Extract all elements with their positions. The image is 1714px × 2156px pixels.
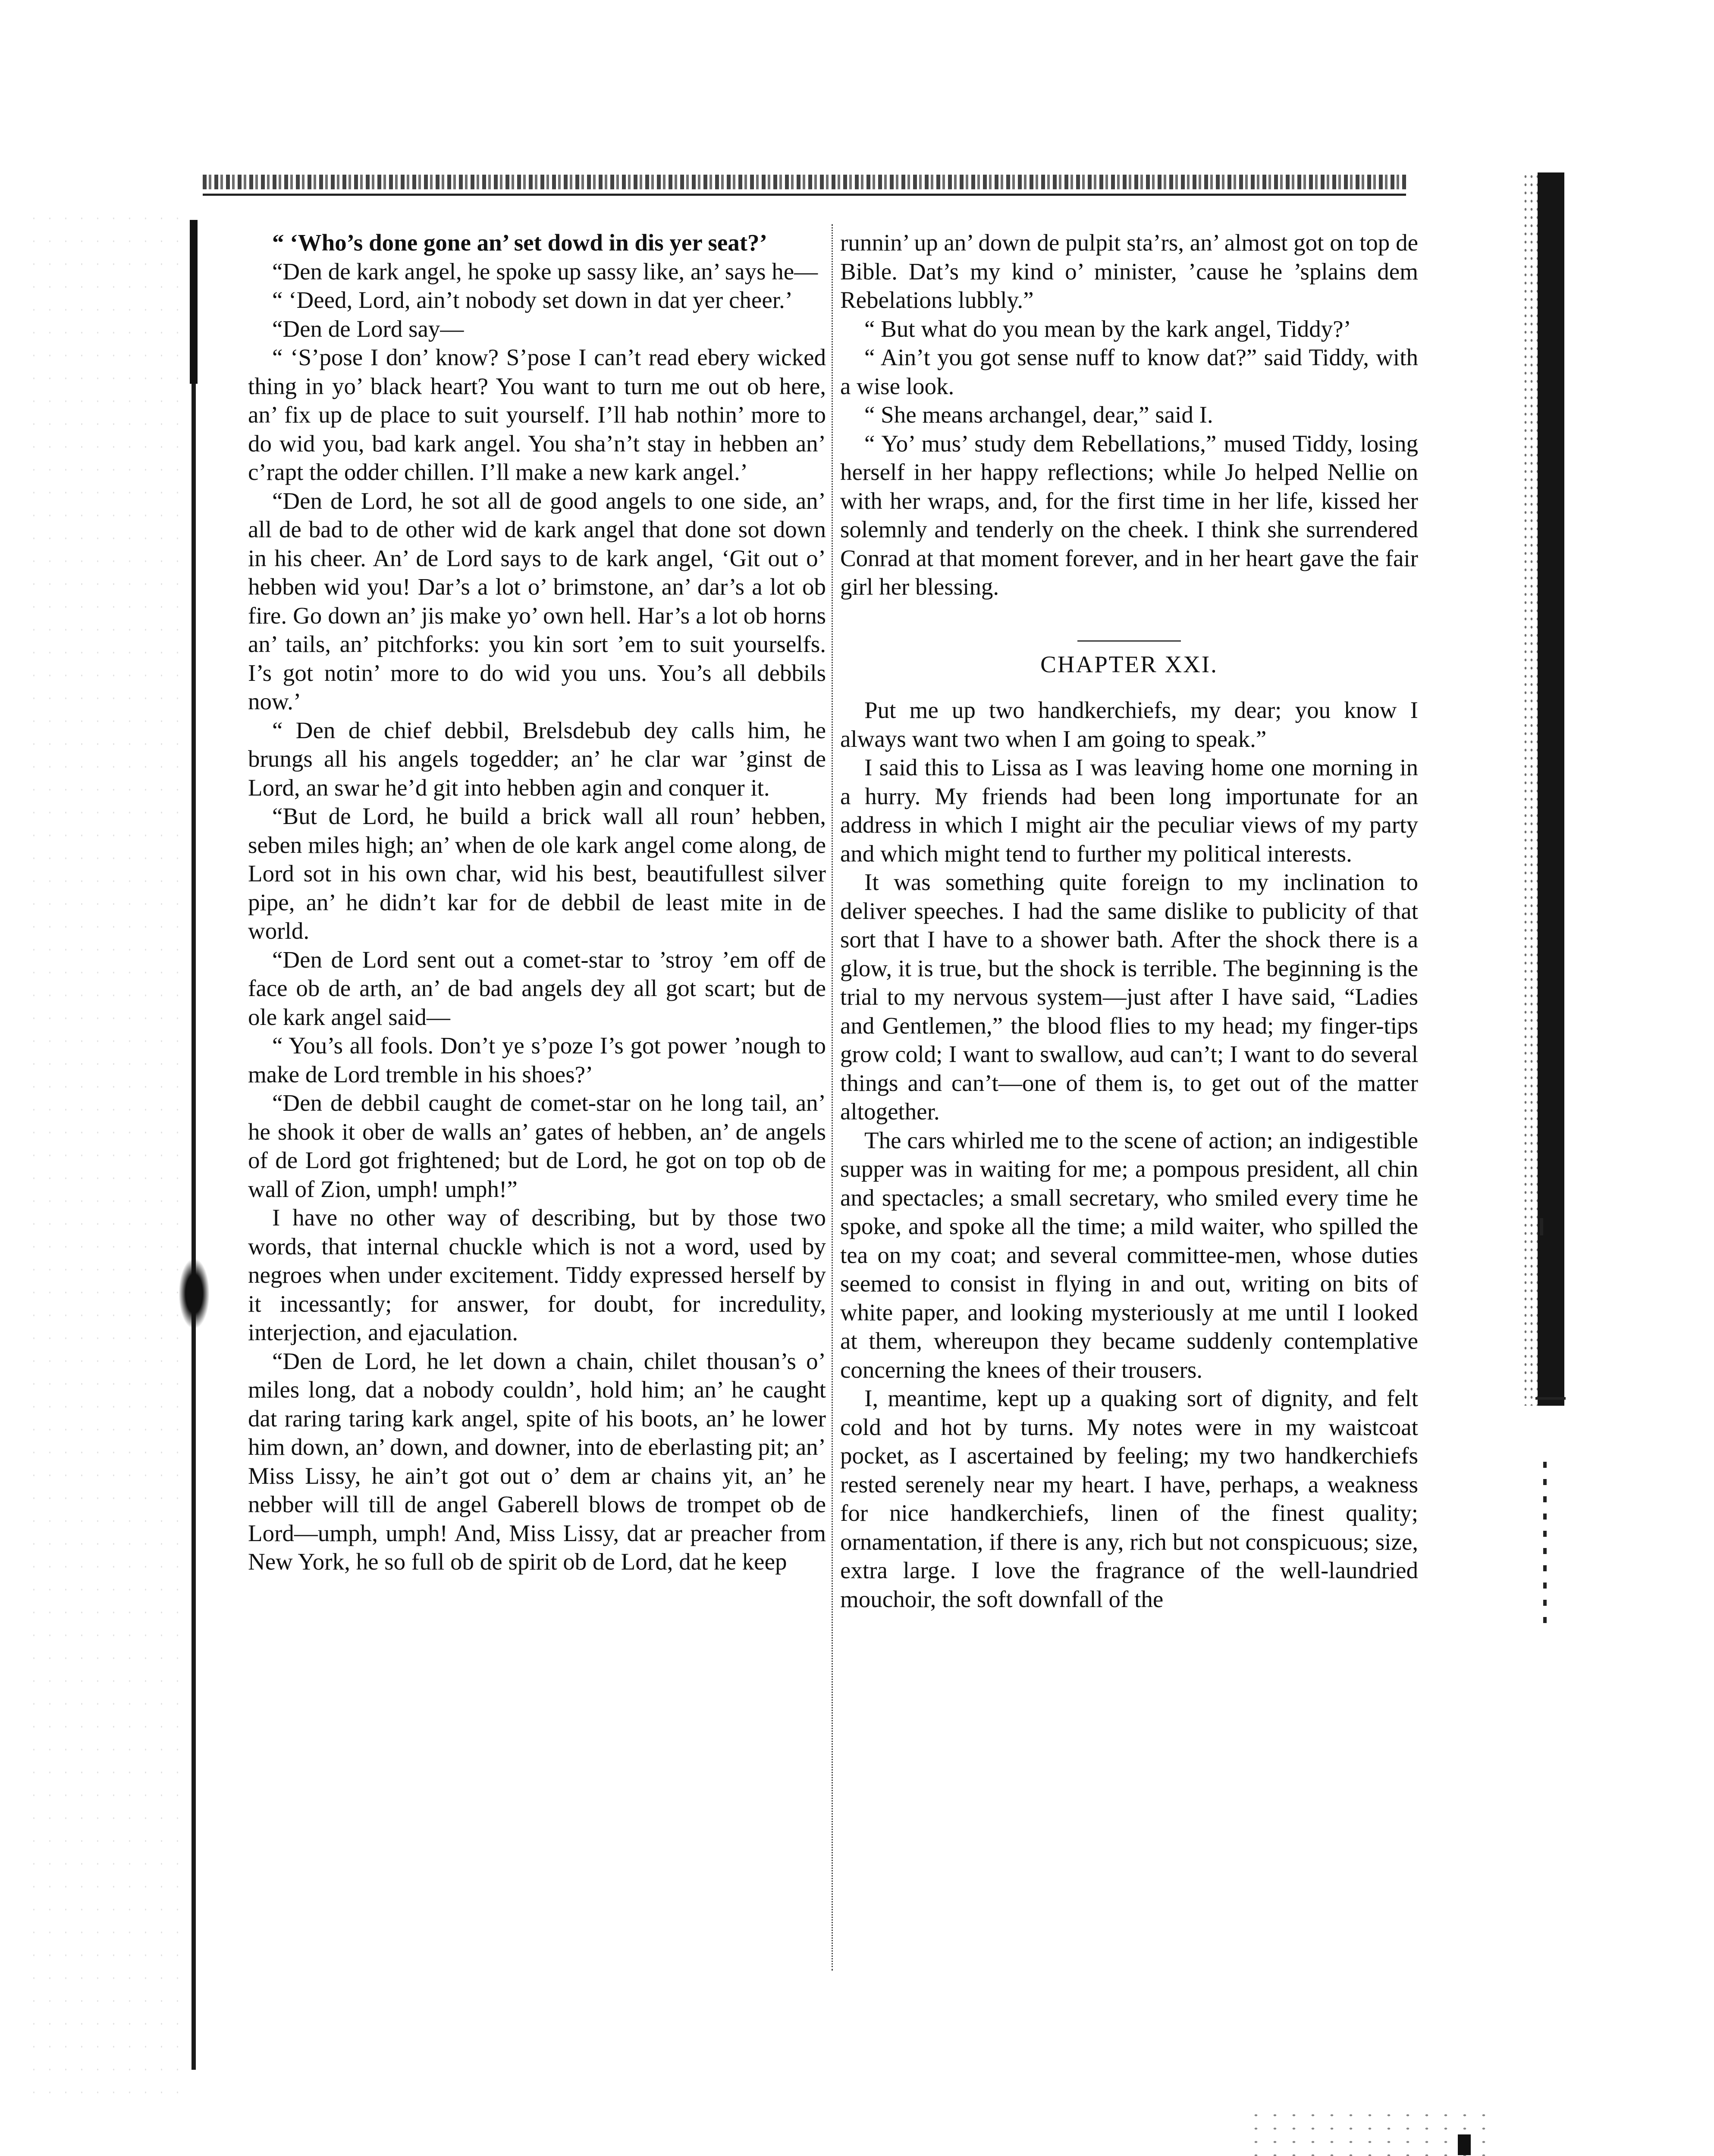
paragraph: “ Yo’ mus’ study dem Rebellations,” mused Tiddy, losing herself in her happy reflections; while Jo helped Nellie on with her wraps, and, for the first time in her life, kissed her solemnly and tenderly on the cheek. I think she surrendered Conrad at that moment forever, and in her heart gave the fair girl her blessing. xyxy=(840,430,1418,600)
rule-line xyxy=(203,194,1406,196)
paragraph: “Den de Lord say— xyxy=(272,315,464,342)
column-divider xyxy=(832,224,833,1971)
bottom-mark xyxy=(1458,2134,1471,2155)
paragraph: runnin’ up an’ down de pulpit sta’rs, an’ almost got on top de Bible. Dat’s my kind o’ minister, ’cause he ’splains dem Rebelations lubbly.” xyxy=(840,229,1418,313)
chapter-rule xyxy=(1077,640,1181,642)
right-edge-dash xyxy=(1535,1397,1566,1400)
paragraph: “ ‘Who’s done gone an’ set dowd in dis yer seat?’ xyxy=(272,229,767,256)
top-decorative-rule xyxy=(203,170,1406,201)
paragraph: “ ‘Deed, Lord, ain’t nobody set down in dat yer cheer.’ xyxy=(272,287,793,313)
paragraph: “Den de Lord, he sot all de good angels to one side, an’ all de bad to de other wid de kark angel that done sot down in his cheer. An’ de Lord says to de kark angel, ‘Git out o’ hebben wid you! Dar’s a lot o’ brimstone, an’ dar’s a lot ob fire. Go down an’ jis make yo’ own hell. Har’s a lot ob horns an’ tails, an’ pitchforks: you kin sort ’em to suit yourselfs. I’s got notin’ more to do wid you uns. You’s all debbils now.’ xyxy=(248,487,826,714)
left-binding-bar-top xyxy=(190,220,198,384)
paragraph: I have no other way of describing, but by those two words, that internal chuckle which is not a word, used by negroes when under excitement. Tiddy expressed herself by it incessantly; for answer, for doubt, for incredulity, interjection, and ejaculation. xyxy=(248,1204,826,1345)
paragraph: “ Ain’t you got sense nuff to know dat?” said Tiddy, with a wise look. xyxy=(840,344,1418,399)
paragraph: “ Den de chief debbil, Brelsdebub dey calls him, he brungs all his angels togedder; an’ he clar war ’ginst de Lord, an swar he’d git into hebben agin and conquer it. xyxy=(248,717,826,801)
left-column xyxy=(248,229,826,1576)
paragraph: “Den de Lord sent out a comet-star to ’stroy ’em off de face ob de arth, an’ de bad angels dey all got scart; but de ole kark angel said— xyxy=(248,946,826,1030)
right-edge-mark xyxy=(1540,1218,1543,1235)
paragraph: I, meantime, kept up a quaking sort of dignity, and felt cold and hot by turns. My notes were in my waistcoat pocket, as I ascertained by feeling; my two handkerchiefs rested serenely near my heart. I have, perhaps, a weakness for nice handkerchiefs, linen of the finest quality; ornamentation, if there is any, rich but not conspicuous; size, extra large. I love the fragrance of the well-laundried mouchoir, the soft downfall of the xyxy=(840,1385,1418,1612)
binding-ornament xyxy=(179,1259,209,1328)
paragraph: Put me up two handkerchiefs, my dear; you know I always want two when I am going to speak.” xyxy=(840,697,1418,752)
bottom-speckle xyxy=(1246,2109,1488,2156)
paragraph: “ You’s all fools. Don’t ye s’poze I’s got power ’nough to make de Lord tremble in his shoes?’ xyxy=(248,1032,826,1087)
rule-ornament-band xyxy=(203,175,1406,189)
paragraph: “But de Lord, he build a brick wall all roun’ hebben, seben miles high; an’ when de ole kark angel come along, de Lord sot in his own char, wid his best, beautifullest silver pipe, an’ he didn’t kar for de debbil de least mite in de world. xyxy=(248,803,826,944)
paragraph: “ She means archangel, dear,” said I. xyxy=(864,401,1213,428)
chapter-title: CHAPTER XXI. xyxy=(1040,651,1218,677)
paragraph: “ ‘S’pose I don’ know? S’pose I can’t read ebery wicked thing in yo’ black heart? You want to turn me out ob here, an’ fix up de place to suit yourself. I’ll hab nothin’ more to do wid you, bad kark angel. You sha’n’t stay in hebben an’ c’rapt the odder chillen. I’ll make a new kark angel.’ xyxy=(248,344,826,485)
paragraph: It was something quite foreign to my inclination to deliver speeches. I had the same dislike to publicity of that sort that I have to a shower bath. After the shock there is a glow, it is true, but the shock is terrible. The beginning is the trial to my nervous system—just after I have said, “Ladies and Gentlemen,” the blood flies to my head; my finger-tips grow cold; I want to swallow, aud can’t; I want to do several things and can’t—one of them is, to get out of the matter altogether. xyxy=(840,869,1418,1125)
paragraph: “Den de debbil caught de comet-star on he long tail, an’ he shook it ober de walls an’ gates of hebben, an’ de angels of de Lord got frightened; but de Lord, he got on top ob de wall of Zion, umph! umph!” xyxy=(248,1090,826,1202)
right-edge-speckle xyxy=(1523,172,1538,1406)
margin-speckle xyxy=(26,207,181,2104)
right-edge-dots xyxy=(1543,1462,1547,1626)
paragraph: “Den de Lord, he let down a chain, chilet thousan’s o’ miles long, dat a nobody couldn’, hold him; an’ he caught dat raring taring kark angel, spite of his boots, an’ he lower him down, an’ down, and downer, into de eberlasting pit; an’ Miss Lissy, he ain’t got out o’ dem ar chains yit, an’ he nebber will till de angel Gaberell blows de trompet ob de Lord—umph, umph! And, Miss Lissy, dat ar preacher from New York, he so full ob de spirit ob de Lord, dat he keep xyxy=(248,1348,826,1575)
paragraph: The cars whirled me to the scene of action; an indigestible supper was in waiting for me; a pompous president, all chin and spectacles; a small secretary, who smiled every time he spoke, and spoke all the time; a mild waiter, who spilled the tea on my coat; and several committee-men, whose duties seemed to consist in flying in and out, writing on bits of white paper, and looking mysteriously at me until I looked at them, whereupon they became suddenly contemplative concerning the knees of their trousers. xyxy=(840,1127,1418,1383)
paragraph: “ But what do you mean by the kark angel, Tiddy?’ xyxy=(864,315,1351,342)
paragraph: “Den de kark angel, he spoke up sassy like, an’ says he— xyxy=(272,258,818,285)
paragraph: I said this to Lissa as I was leaving home one morning in a hurry. My friends had been long importunate for an address in which I might air the peculiar views of my party and which might tend to further my political interests. xyxy=(840,754,1418,867)
right-column xyxy=(840,229,1418,1614)
left-binding-bar xyxy=(191,220,196,2070)
